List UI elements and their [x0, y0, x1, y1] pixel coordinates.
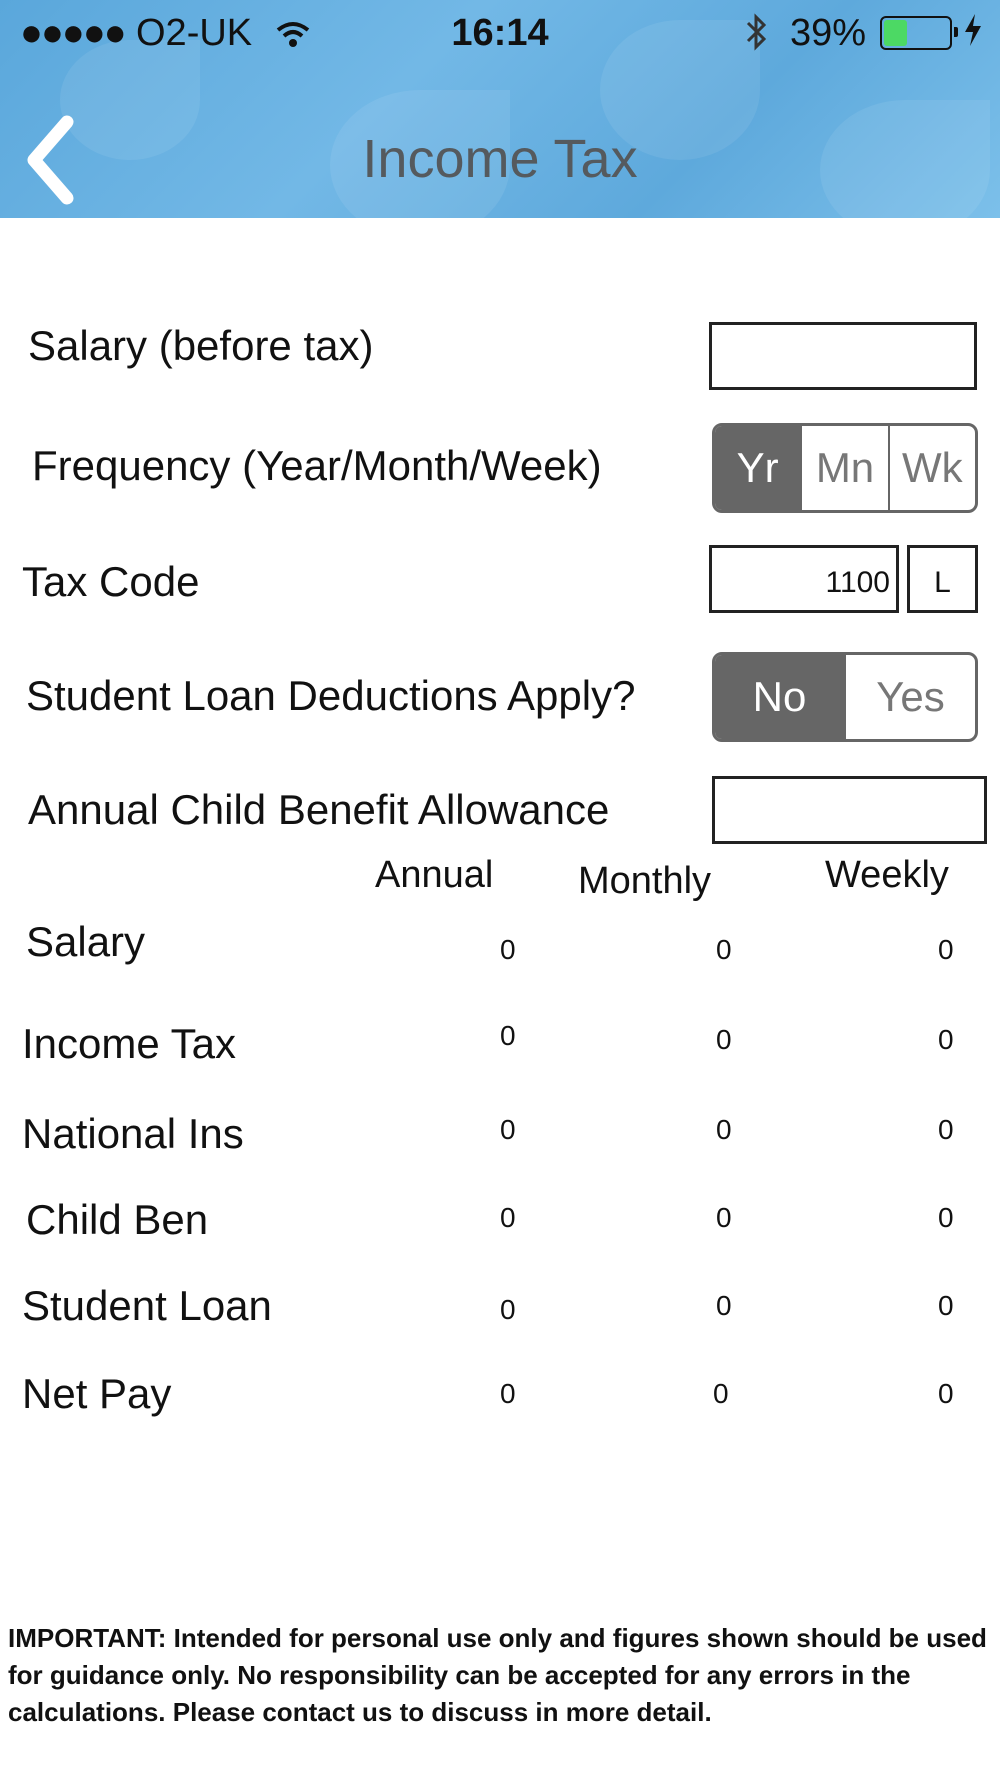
student-loan-annual-value: 0 — [500, 1294, 516, 1325]
carrier-name: O2-UK — [136, 12, 253, 54]
page-title: Income Tax — [362, 129, 638, 189]
student-loan-option-no[interactable]: No — [715, 655, 844, 739]
national-ins-annual-value: 0 — [500, 1114, 516, 1145]
frequency-option-year[interactable]: Yr — [715, 426, 800, 510]
charging-bolt-icon — [962, 12, 984, 58]
row-label-child-ben: Child Ben — [26, 1196, 209, 1243]
salary-weekly-value: 0 — [938, 934, 954, 965]
child-ben-monthly-value: 0 — [716, 1202, 732, 1233]
child-ben-weekly-value: 0 — [938, 1202, 954, 1233]
income-tax-weekly-value: 0 — [938, 1024, 954, 1055]
child-ben-annual-value: 0 — [500, 1202, 516, 1233]
national-ins-monthly-value: 0 — [716, 1114, 732, 1145]
salary-input[interactable] — [709, 322, 977, 390]
national-ins-weekly-value: 0 — [938, 1114, 954, 1145]
column-header-annual: Annual — [375, 854, 494, 896]
row-label-student-loan: Student Loan — [22, 1282, 272, 1329]
income-tax-annual-value: 0 — [500, 1020, 516, 1051]
status-bar — [0, 0, 1000, 64]
row-label-net-pay: Net Pay — [22, 1370, 172, 1417]
net-pay-annual-value: 0 — [500, 1378, 516, 1409]
student-loan-monthly-value: 0 — [716, 1290, 732, 1321]
battery-icon — [880, 16, 952, 50]
frequency-label: Frequency (Year/Month/Week) — [32, 442, 602, 489]
net-pay-monthly-value: 0 — [713, 1378, 729, 1409]
student-loan-weekly-value: 0 — [938, 1290, 954, 1321]
row-label-income-tax: Income Tax — [22, 1020, 236, 1067]
disclaimer-text: IMPORTANT: Intended for personal use only and figures shown should be used for guidance only. No responsibility can be accepted for any errors in the calculations. Please contact us to discuss in more detail. — [8, 1623, 987, 1727]
nav-header — [0, 0, 1000, 218]
student-loan-segmented-control[interactable] — [712, 652, 978, 742]
tax-code-input[interactable]: 1100 — [709, 545, 899, 613]
frequency-option-week[interactable]: Wk — [888, 426, 975, 510]
income-tax-monthly-value: 0 — [716, 1024, 732, 1055]
student-loan-option-yes[interactable]: Yes — [844, 655, 975, 739]
net-pay-weekly-value: 0 — [938, 1378, 954, 1409]
student-loan-label: Student Loan Deductions Apply? — [26, 672, 636, 719]
battery-nub — [954, 27, 958, 37]
column-header-weekly: Weekly — [825, 854, 949, 896]
column-header-monthly: Monthly — [578, 860, 712, 902]
frequency-segmented-control[interactable] — [712, 423, 978, 513]
clock: 16:14 — [451, 12, 549, 54]
tax-code-label: Tax Code — [22, 558, 200, 605]
child-benefit-input[interactable] — [712, 776, 987, 844]
salary-annual-value: 0 — [500, 934, 516, 965]
bluetooth-icon — [742, 12, 772, 62]
battery-percent: 39% — [790, 12, 867, 54]
battery-fill — [884, 20, 907, 46]
signal-strength: ●●●●● — [20, 12, 125, 54]
row-label-national-ins: National Ins — [22, 1110, 244, 1157]
salary-monthly-value: 0 — [716, 934, 732, 965]
frequency-option-month[interactable]: Mn — [800, 426, 887, 510]
child-benefit-label: Annual Child Benefit Allowance — [28, 786, 610, 833]
tax-code-letter-input[interactable]: L — [907, 545, 978, 613]
row-label-salary: Salary — [26, 918, 146, 965]
salary-label: Salary (before tax) — [28, 322, 374, 369]
